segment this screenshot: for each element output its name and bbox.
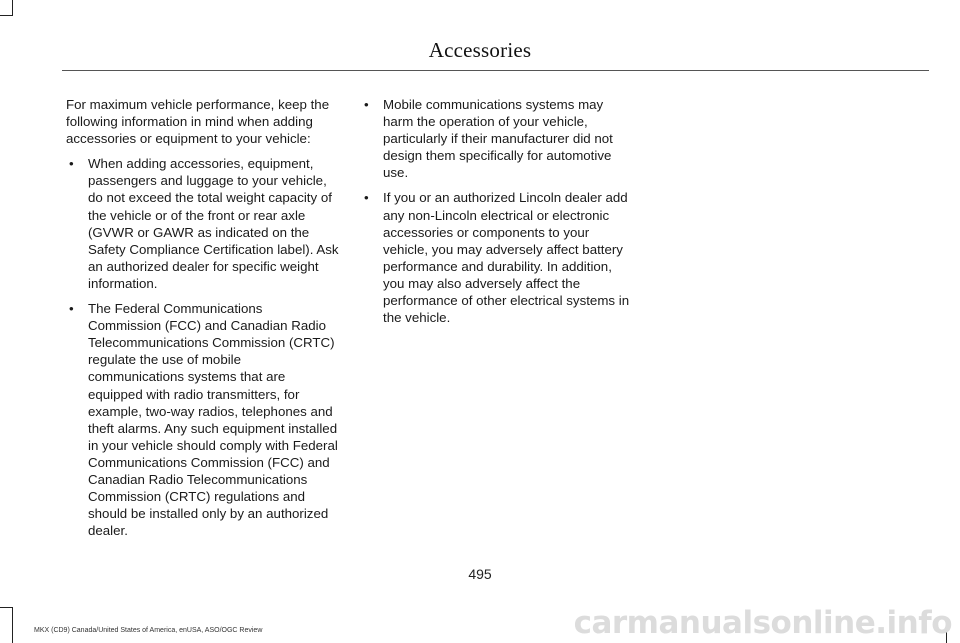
watermark: carmanualsonline.info [573,605,952,641]
left-column [66,96,339,547]
list-item [361,96,633,181]
page-number: 495 [468,566,492,582]
list-item [66,155,339,292]
crop-mark-top-left-v [12,0,13,16]
crop-mark-bottom-left-v [12,607,13,643]
crop-mark-bottom-left-h [0,607,13,608]
bullet-icon: • [69,301,74,317]
bullet-icon: • [364,190,369,206]
list-item-text: When adding accessories, equipment, passengers and luggage to your vehicle, do not exceed the total weight capacity of the vehicle or of the front or rear axle (GVWR or GAWR as indicated on the Safety Compliance Certification label). Ask an authorized dealer for specific weight information. [88,156,339,291]
crop-mark-top-left-h [0,15,13,16]
page-title: Accessories [428,38,532,62]
footer-note: MKX (CD9) Canada/United States of America, enUSA, ASO/OGC Review [34,627,263,634]
list-item-text: Mobile communications systems may harm the operation of your vehicle, particularly if their manufacturer did not design them specifically for automotive use. [383,97,613,181]
bullet-icon: • [69,156,74,172]
right-column [361,96,633,334]
list-item [361,189,633,326]
right-bullet-list [361,96,633,326]
list-item-text: If you or an authorized Lincoln dealer add any non-Lincoln electrical or electronic accessories or components to your vehicle, you may adversely affect battery performance and durability. In addition, you may also adversely affect the performance of other electrical systems in the vehicle. [383,190,630,326]
list-item [66,300,339,539]
intro-paragraph: For maximum vehicle performance, keep the following information in mind when adding accessories or equipment to your vehicle: [66,97,330,147]
header-divider [62,70,929,71]
bullet-icon: • [364,97,369,112]
list-item-text: The Federal Communications Commission (FCC) and Canadian Radio Telecommunications Commission (CRTC) regulate the use of mobile communications systems that are equipped with radio transmitters, for example, two-way radios, telephones and theft alarms. Any such equipment installed in your vehicle should comply with Federal Communications Commission (FCC) and Canadian Radio Telecommunications Commission (CRTC) regulations and should be installed only by an authorized dealer. [88,301,338,539]
left-bullet-list [66,155,339,539]
